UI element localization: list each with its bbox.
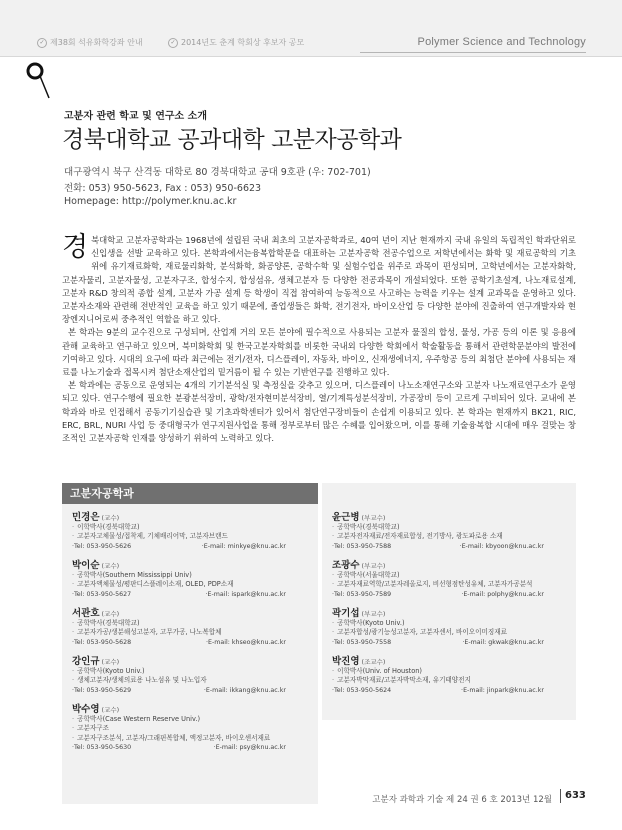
nav-tag-label: 제38회 석유화학강좌 안내 <box>50 38 143 47</box>
journal-underline <box>360 52 586 53</box>
faculty-degree: · 공학박사(Southern Mississippi Univ) <box>72 571 192 579</box>
faculty-contact: ·Tel: 053-950-5630 ·E-mail: psy@knu.ac.kr <box>72 744 286 752</box>
faculty-degree: · 공학박사(Kyoto Univ.) <box>72 667 145 675</box>
phone: 전화: 053) 950-5623, Fax : 053) 950-6623 <box>64 183 262 194</box>
faculty-field: · 고분자구조 <box>72 724 109 733</box>
faculty-box-header: 고분자공학과 <box>62 483 318 504</box>
faculty-field: · 고분자구조분석, 고분자/그래핀복합체, 액정고분자, 바이오센서재료 <box>72 733 271 742</box>
faculty-entry <box>332 557 568 599</box>
faculty-name: 박이순 (교수) <box>72 560 120 571</box>
faculty-contact: ·Tel: 053-950-5628 ·E-mail: khseo@knu.ac.kr <box>72 638 286 646</box>
nav-tag-award[interactable] <box>168 37 304 48</box>
homepage: Homepage: http://polymer.knu.ac.kr <box>64 196 237 207</box>
faculty-contact: ·Tel: 053-950-7589 ·E-mail: polphy@knu.ac.kr <box>332 590 544 598</box>
check-circle-icon: ✓ <box>168 38 178 48</box>
faculty-contact: ·Tel: 053-950-5629 ·E-mail: ikkang@knu.ac.kr <box>72 686 286 694</box>
dropcap: 경 <box>62 232 89 263</box>
faculty-entry <box>72 701 310 753</box>
faculty-degree: · 공학박사(경북대학교) <box>72 619 140 627</box>
faculty-degree: · 이학박사(경북대학교) <box>72 523 140 531</box>
faculty-degree: · 공학박사(Kyoto Univ.) <box>332 619 405 627</box>
address: 대구광역시 북구 산격동 대학로 80 경북대학교 공대 9호관 (우: 702-701) <box>64 167 371 178</box>
paragraph-text: 북대학교 고분자공학과는 1968년에 설립된 국내 최초의 고분자공학과로, 40여 년이 지난 현재까지 국내 유일의 독립적인 학과단위로 신입생을 선발 교육하고 있다. 본학과에서는융복합학문을 대표하는 고분자공학 전공수업으로 저학년에서는 화학 및 재료공학의 기초 위에 유기재료화학, 재료물리화학, 분석화학, 화공양론, 공학수학 및 실험수업을 위주로 과목이 편성되며, 고학년에서는 고분자화학, 고분자물리, 고분자물성, 고분자구조, 합성수지, 합성섬유, 생체고분자 등 다양한 전공과목이 개설되었다. 또한 공학기초설계, 나노재료설계, 고분자 R&D 창의적 종합 설계, 고분자 가공 설계 등 학생이 직접 참여하여 능동적으로 사고하는 능력을 키우는 설계 교과목을 운영하고 있다. 고분자소재와 관련해 전반적인 교육을 하고 있기 때문에, 졸업생들은 화학, 전기전자, 바이오산업 등 다양한 분야에 진출하여 연구개발자와 현장엔지니어로써 중추적인 역할을 하고 있다. <box>62 235 576 325</box>
faculty-name: 박진영 (조교수) <box>332 656 386 667</box>
faculty-degree: · 이학박사(Univ. of Houston) <box>332 667 423 675</box>
faculty-name: 곽기섭 (부교수) <box>332 608 386 619</box>
faculty-field: · 고분자액체물성/평판디스플레이소재, OLED, PDP소재 <box>72 580 234 589</box>
faculty-name: 서관호 (교수) <box>72 608 120 619</box>
section-label: 고분자 관련 학교 및 연구소 소개 <box>64 111 207 122</box>
faculty-field: · 고분자전자재료/전자재료합성, 전기방사, 광도파로용 소재 <box>332 532 503 541</box>
faculty-entry <box>332 605 568 647</box>
nav-tag-label: 2014년도 춘계 학회상 후보자 공모 <box>181 38 305 47</box>
faculty-name: 조광수 (부교수) <box>332 560 386 571</box>
article-body <box>62 234 576 445</box>
faculty-contact: ·Tel: 053-950-5627 ·E-mail: ispark@knu.ac.kr <box>72 590 286 598</box>
faculty-field: · 고분자가공/생분해성고분자, 고무가공, 나노복합체 <box>72 628 222 637</box>
faculty-entry <box>332 509 568 551</box>
faculty-contact: ·Tel: 053-950-5626 ·E-mail: minkye@knu.ac.kr <box>72 542 286 550</box>
faculty-field: · 생체고분자/생체의료용 나노섬유 및 나노입자 <box>72 676 207 685</box>
faculty-degree: · 공학박사(서울대학교) <box>332 571 400 579</box>
magnifier-icon <box>24 60 52 100</box>
nav-tag-lecture[interactable] <box>37 37 143 48</box>
faculty-entry <box>72 509 310 551</box>
page-number: 633 <box>565 790 586 801</box>
page-title: 경북대학교 공과대학 고분자공학과 <box>62 127 402 153</box>
faculty-degree: · 공학박사(Case Western Reserve Univ.) <box>72 715 201 723</box>
faculty-name: 윤근병 (부교수) <box>332 512 386 523</box>
paragraph-3: 본 학과에는 공동으로 운영되는 4개의 기기분석실 및 측정실을 갖추고 있으며, 디스플레이 나노소재연구소와 고분자 나노재료연구소가 운영되고 있다. 연구수행에 필요한 분광분석장비, 광학/전자현미분석장비, 열/기계특성분석장비, 가공장비 등이 고르게 구비되어 있다. 교내에 본 학과와 바로 인접해서 공동기기실습관 및 기초과학센터가 있어서 첨단연구장비들이 손쉽게 이용되고 있다. 본 학과는 현재까지 BK21, RIC, ERC, BRL, NURI 사업 등 중대형국가 연구지원사업을 통해 정부로부터 많은 수혜를 입어왔으며, 이를 통해 기술융복합 시대에 매우 걸맞는 창조적인 고분자공학 인재를 양성하기 위하여 노력하고 있다. <box>62 380 576 444</box>
faculty-degree: · 공학박사(경북대학교) <box>332 523 400 531</box>
faculty-contact: ·Tel: 053-950-5624 ·E-mail: jinpark@knu.ac.kr <box>332 686 544 694</box>
faculty-entry <box>72 557 310 599</box>
faculty-entry <box>332 653 568 695</box>
paragraph-2: 본 학과는 9분의 교수진으로 구성되며, 산업계 거의 모든 분야에 필수적으로 사용되는 고분자 물질의 합성, 물성, 가공 등의 이론 및 응용에 관해 교육하고 연구하고 있으며, 북미화학회 및 한국고분자학회를 비롯한 국내외 다양한 학회에서 학술활동을 통해서 관련학문분야의 발전에 기여하고 있다. 시대의 요구에 따라 최근에는 전기/전자, 디스플레이, 자동차, 바이오, 신재생에너지, 우주항공 등의 최첨단 분야에 사용되는 재료를 나노기술과 접목시켜 첨단소재산업의 밑거름이 될 수 있는 기반연구를 진행하고 있다. <box>62 327 576 378</box>
faculty-field: · 고분자고체물성/접착제, 기체배리어막, 고분자브랜드 <box>72 532 228 541</box>
faculty-contact: ·Tel: 053-950-7558 ·E-mail: gkwak@knu.ac.kr <box>332 638 544 646</box>
paragraph-1 <box>62 234 576 326</box>
footer-divider <box>560 789 561 803</box>
faculty-entry <box>72 605 310 647</box>
check-circle-icon: ✓ <box>37 38 47 48</box>
header-strip <box>0 0 622 57</box>
faculty-field: · 고분자박막재료/고분자박막소재, 유기태양전지 <box>332 676 471 685</box>
faculty-field: · 고분자재료역학/고분자레올로지, 비선형점탄성유체, 고분자가공분석 <box>332 580 533 589</box>
faculty-column-left <box>62 504 318 804</box>
journal-name: Polymer Science and Technology <box>417 36 586 48</box>
faculty-field: · 고분자합성/광기능성고분자, 고분자센서, 바이오이미징재료 <box>332 628 507 637</box>
faculty-column-right <box>322 483 576 720</box>
faculty-name: 박수영 (교수) <box>72 704 120 715</box>
faculty-name: 민경은 (교수) <box>72 512 120 523</box>
faculty-entry <box>72 653 310 695</box>
faculty-contact: ·Tel: 053-950-7588 ·E-mail: kbyoon@knu.ac.kr <box>332 542 544 550</box>
footer-citation: 고분자 과학과 기술 제 24 권 6 호 2013년 12월 <box>372 795 552 805</box>
faculty-name: 강인규 (교수) <box>72 656 120 667</box>
